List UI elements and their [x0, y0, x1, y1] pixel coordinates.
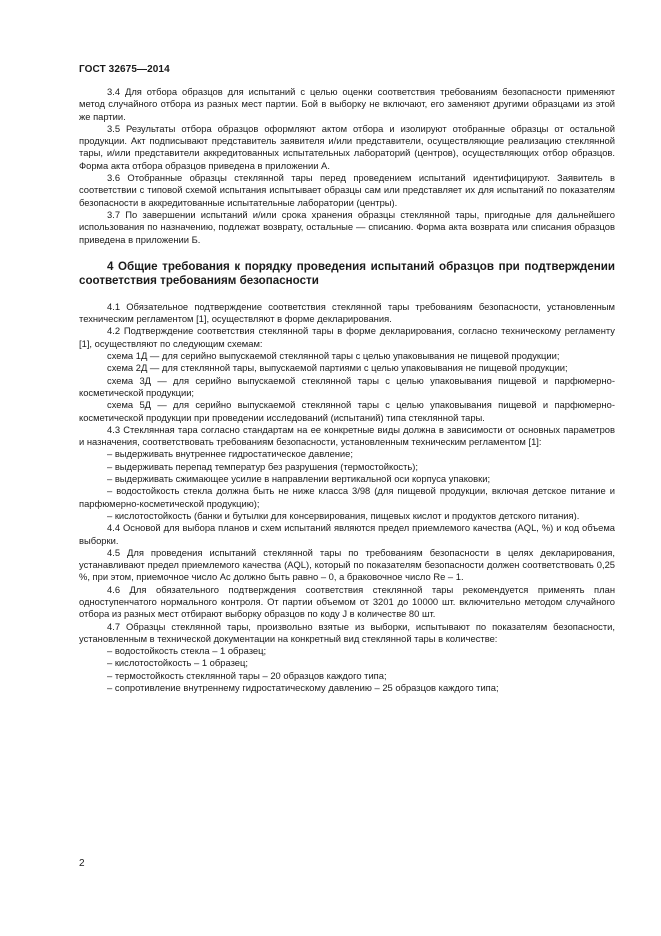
list-item: – кислотостойкость (банки и бутылки для консервирования, пищевых кислот и продуктов детского питания).: [107, 509, 580, 521]
list-item: – выдерживать сжимающее усилие в направлении вертикальной оси корпуса упаковки;: [107, 473, 491, 485]
paragraph-4-1: 4.1 Обязательное подтверждение соответствия стеклянной тары требованиям безопасности, установленным техническим регламентом [1], осуществляют в форме декларирования.: [79, 300, 615, 325]
paragraph-4-4: 4.4 Основой для выбора планов и схем испытаний являются предел приемлемого качества (AQL, %) и код объема выборки.: [79, 522, 615, 546]
document-body: [79, 86, 615, 694]
paragraph-4-3: 4.3 Стеклянная тара согласно стандартам на ее конкретные виды должна в зависимости от основных параметров и назначения, соответствовать требованиям безопасности, установленным техническим регламентом [1]:: [79, 423, 615, 448]
scheme-5d: схема 5Д — для серийно выпускаемой стеклянной тары с целью упаковывания пищевой и парфюмерно-косметической продукции при проведении исследований (испытаний) типа стеклянной тары.: [79, 399, 615, 423]
list-item: – выдерживать перепад температур без разрушения (термостойкость);: [107, 460, 419, 472]
document-header: ГОСТ 32675—2014: [79, 64, 170, 75]
section-4-heading: 4 Общие требования к порядку проведения испытаний образцов при подтверждении соответствия требованиям безопасности: [79, 259, 615, 287]
list-item: – термостойкость стеклянной тары – 20 образцов каждого типа;: [107, 669, 387, 681]
paragraph-4-2: 4.2 Подтверждение соответствия стеклянной тары в форме декларирования, согласно техническому регламенту [1], осуществляют по следующим схемам:: [79, 325, 615, 349]
scheme-2d: схема 2Д — для стеклянной тары, выпускаемой партиями с целью упаковывания не пищевой продукции;: [107, 362, 568, 374]
paragraph-4-5: 4.5 Для проведения испытаний стеклянной тары по требованиям безопасности в целях декларирования, устанавливают предел приемлемого качества (AQL), который по показателям безопасности должен соответствовать 0,25 %, при этом, приемочное число Ac должно быть равно – 0, а браковочное число Re – 1.: [79, 546, 615, 583]
paragraph-4-6: 4.6 Для обязательного подтверждения соответствия стеклянной тары рекомендуется применять план одноступенчатого нормального контроля. От партии объемом от 3201 до 10000 шт. включительно методом случайного отбора из разных мест отбирают выборку образцов по коду J в количестве 80 шт.: [79, 583, 615, 620]
paragraph-3-5: 3.5 Результаты отбора образцов оформляют актом отбора и изолируют отобранные образцы от остальной продукции. Акт подписывают представитель заявителя и/или представители, осуществляющие реализацию стеклянной тары, и/или представители аккредитованных испытательных лабораторий (центров), осуществляющих отбор образцов. Форма акта отбора образцов приведена в приложении А.: [79, 122, 615, 171]
paragraph-3-7: 3.7 По завершении испытаний и/или срока хранения образцы стеклянной тары, пригодные для дальнейшего использования по назначению, подлежат возврату, остальные — списанию. Форма акта возврата или списания образцов приведена в приложении Б.: [79, 208, 615, 245]
scheme-1d: схема 1Д — для серийно выпускаемой стеклянной тары с целью упаковывания не пищевой продукции;: [107, 350, 560, 362]
paragraph-3-4: 3.4 Для отбора образцов для испытаний с целью оценки соответствия требованиям безопасности применяют метод случайного отбора из разных мест партии. Бой в выборку не включают, его заменяют другими образцами из этой же партии.: [79, 86, 615, 122]
paragraph-3-6: 3.6 Отобранные образцы стеклянной тары перед проведением испытаний идентифицируют. Заявитель в соответствии с типовой схемой испытания испытывает образцы сам или представляет их для испытаний по показателям безопасности в аккредитованные испытательные лаборатории (центры).: [79, 172, 615, 208]
list-item: – кислотостойкость – 1 образец;: [107, 657, 248, 669]
paragraph-4-7: 4.7 Образцы стеклянной тары, произвольно взятые из выборки, испытывают по показателям безопасности, установленным в технической документации на конкретный вид стеклянной тары в количестве:: [79, 620, 615, 644]
list-item: – водостойкость стекла должна быть не ниже класса 3/98 (для пищевой продукции, включая детское питание и парфюмерно-косметической продукцию);: [79, 485, 615, 509]
scheme-3d: схема 3Д — для серийно выпускаемой стеклянной тары с целью упаковывания пищевой и парфюмерно-косметической продукции;: [79, 374, 615, 398]
list-item: – выдерживать внутреннее гидростатическое давление;: [107, 448, 353, 460]
page-number: 2: [79, 858, 85, 869]
list-item: – сопротивление внутреннему гидростатическому давлению – 25 образцов каждого типа;: [107, 682, 499, 694]
list-item: – водостойкость стекла – 1 образец;: [107, 645, 267, 657]
